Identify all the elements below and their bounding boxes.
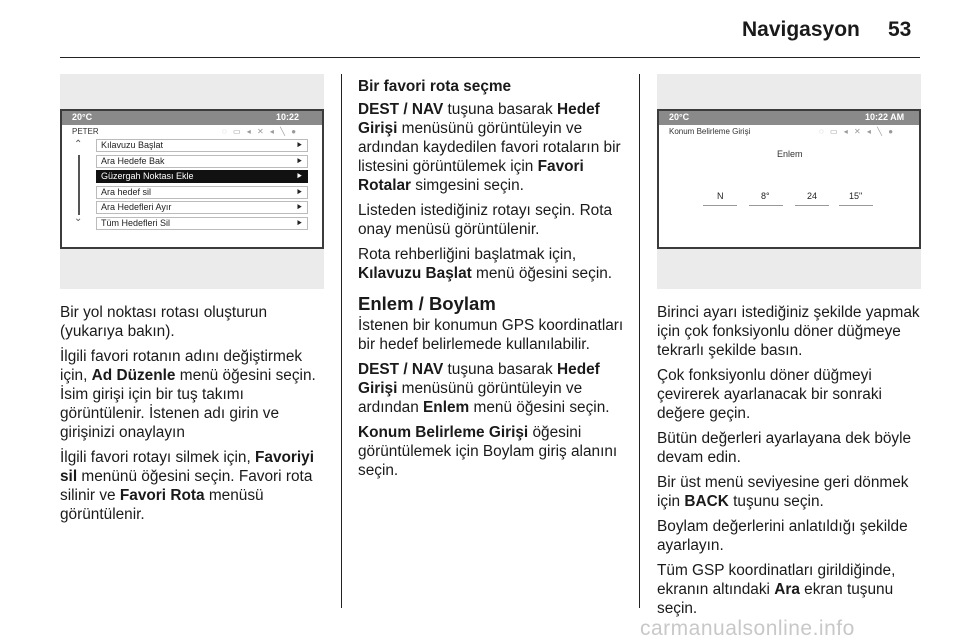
clock: 10:22 AM bbox=[865, 112, 905, 122]
status-icons: ◌ ▭ ◂ ✕ ◂ ╲ ● bbox=[222, 127, 299, 136]
chevron-right-icon: ⯈ bbox=[295, 140, 303, 150]
paragraph: Bir üst menü seviyesine geri dönmek için BACK tuşunu seçin. bbox=[657, 474, 909, 510]
list-title: PETER bbox=[72, 127, 99, 136]
paragraph: İlgili favori rotanın adını değiştirmek için, Ad Düzenle menü öğesini seçin. İsim girişi için bir tuş takımı görüntülenir. İstenen adı girin ve girişinizi onaylayın bbox=[60, 348, 316, 441]
chevron-right-icon: ⯈ bbox=[295, 155, 303, 166]
status-icons: ◌ ▭ ◂ ✕ ◂ ╲ ● bbox=[819, 127, 896, 136]
status-bar bbox=[62, 111, 322, 125]
scroll-up-icon[interactable]: ⌃ bbox=[74, 139, 83, 150]
screen-title: Konum Belirleme Girişi bbox=[669, 127, 751, 136]
temperature: 20°C bbox=[72, 112, 93, 122]
menu-item-label: Ara hedef sil bbox=[101, 186, 152, 197]
paragraph: İstenen bir konumun GPS koordinatları bir hedef belirlemede kullanılabilir. bbox=[358, 317, 624, 353]
chevron-right-icon: ⯈ bbox=[295, 202, 303, 212]
coord-value[interactable]: N bbox=[717, 191, 724, 201]
paragraph: DEST / NAV tuşuna basarak Hedef Girişi menüsünü görüntüleyin ve ardından Enlem menü öğesini seçin. bbox=[358, 361, 610, 416]
subheading: Bir favori rota seçme bbox=[358, 78, 512, 95]
column-2 bbox=[358, 77, 630, 486]
paragraph: Bütün değerleri ayarlayana dek böyle devam edin. bbox=[657, 430, 912, 466]
paragraph: Birinci ayarı istediğiniz şekilde yapmak için çok fonksiyonlu döner düğmeye tekrarlı şekilde basın. bbox=[657, 304, 920, 359]
menu-item-label: Tüm Hedefleri Sil bbox=[101, 217, 171, 228]
clock: 10:22 bbox=[276, 112, 300, 122]
paragraph: Boylam değerlerini anlatıldığı şekilde ayarlayın. bbox=[657, 518, 908, 554]
menu-item[interactable] bbox=[96, 217, 308, 230]
menu-item[interactable] bbox=[96, 170, 308, 183]
page-number: 53 bbox=[888, 18, 912, 41]
column-1 bbox=[60, 303, 332, 530]
column-3 bbox=[657, 303, 925, 624]
coord-underline bbox=[703, 205, 737, 206]
scrollbar-track[interactable] bbox=[78, 155, 80, 215]
figure-coordinate-entry bbox=[657, 74, 921, 289]
header-rule bbox=[60, 57, 920, 58]
menu-item[interactable] bbox=[96, 155, 308, 168]
menu-item-label: Kılavuzu Başlat bbox=[101, 140, 164, 150]
status-bar bbox=[659, 111, 919, 125]
coord-value[interactable]: 15" bbox=[849, 191, 863, 201]
menu-item[interactable] bbox=[96, 186, 308, 199]
coord-underline bbox=[795, 205, 829, 206]
menu-item-label: Ara Hedefleri Ayır bbox=[101, 202, 172, 212]
scroll-down-icon[interactable]: ⌄ bbox=[74, 213, 83, 224]
paragraph: Çok fonksiyonlu döner düğmeyi çevirerek ayarlanacak bir sonraki değere geçin. bbox=[657, 367, 882, 422]
coord-underline bbox=[839, 205, 873, 206]
section-heading: Enlem / Boylam bbox=[358, 293, 496, 314]
chevron-right-icon: ⯈ bbox=[295, 186, 303, 197]
figure-route-menu bbox=[60, 74, 324, 289]
coord-value[interactable]: 24 bbox=[807, 191, 818, 201]
paragraph: İlgili favori rotayı silmek için, Favoriyi sil menünü öğesini seçin. Favori rota silinir ve Favori Rota menüsü görüntülenir. bbox=[60, 449, 315, 523]
column-divider-1 bbox=[341, 74, 342, 608]
watermark: carmanualsonline.info bbox=[640, 617, 855, 640]
chevron-right-icon: ⯈ bbox=[295, 171, 303, 181]
display-screen bbox=[657, 109, 921, 249]
paragraph: Konum Belirleme Girişi öğesini görüntülemek için Boylam giriş alanını seçin. bbox=[358, 424, 618, 479]
menu-item-label: Ara Hedefe Bak bbox=[101, 155, 165, 166]
temperature: 20°C bbox=[669, 112, 690, 122]
page-header-title: Navigasyon bbox=[742, 18, 860, 41]
paragraph: Tüm GSP koordinatları girildiğinde, ekranın altındaki Ara ekran tuşunu seçin. bbox=[657, 562, 896, 617]
paragraph: Bir yol noktası rotası oluşturun (yukarıya bakın). bbox=[60, 304, 268, 340]
paragraph: Rota rehberliğini başlatmak için, Kılavuzu Başlat menü öğesini seçin. bbox=[358, 246, 613, 282]
display-screen bbox=[60, 109, 324, 249]
paragraph: DEST / NAV tuşuna basarak Hedef Girişi menüsünü görüntüleyin ve ardından kaydedilen favori rotaların bir listesini görüntülemek için Favori Rotalar simgesini seçin. bbox=[358, 101, 621, 194]
menu-item-label: Güzergah Noktası Ekle bbox=[101, 171, 194, 181]
coord-value[interactable]: 8° bbox=[761, 191, 770, 201]
chevron-right-icon: ⯈ bbox=[295, 217, 303, 228]
menu-item[interactable] bbox=[96, 201, 308, 214]
coord-underline bbox=[749, 205, 783, 206]
field-label: Enlem bbox=[777, 149, 803, 159]
column-divider-2 bbox=[639, 74, 640, 608]
paragraph: Listeden istediğiniz rotayı seçin. Rota onay menüsü görüntülenir. bbox=[358, 202, 613, 238]
menu-item[interactable] bbox=[96, 139, 308, 152]
